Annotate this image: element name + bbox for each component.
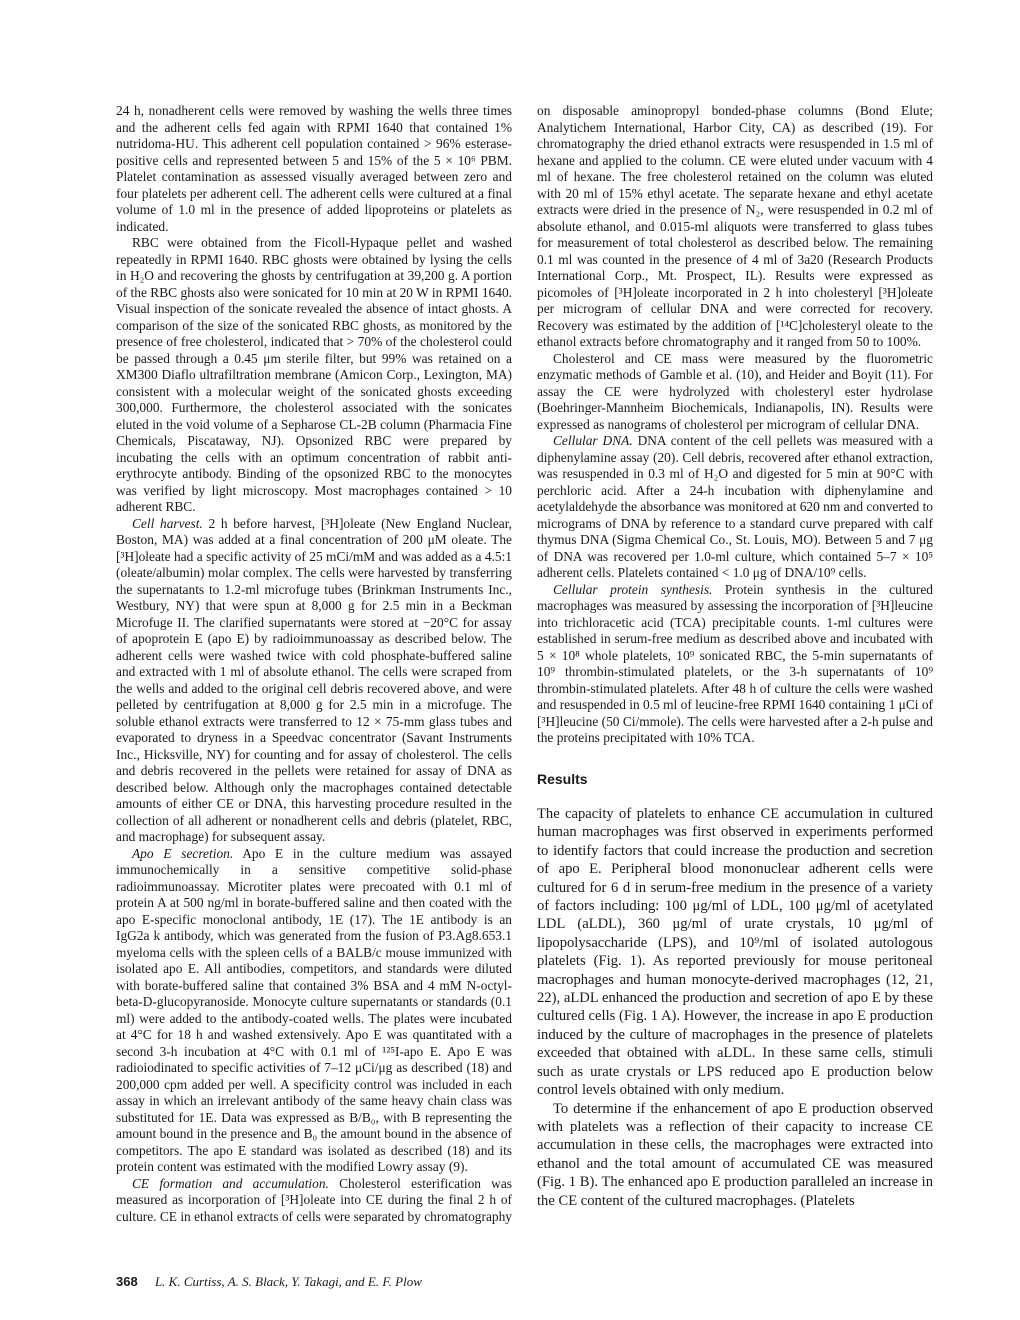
- paragraph: [116, 846, 512, 1176]
- paragraph-text: Protein synthesis in the cultured macrophages was measured by assessing the incorporation of [³H]leucine into trichloracetic acid (TCA) precipitable counts. 1-ml cultures were established in serum-free medium as described above and incubated with 5 × 10⁸ whole platelets, 10⁹ sonicated RBC, the 5-min supernatants of 10⁹ thrombin-stimulated platelets, or the 3-h supernatants of 10⁹ thrombin-stimulated platelets. After 48 h of culture the cells were washed and resuspended in 0.5 ml of leucine-free RPMI 1640 containing 1 μCi of [³H]leucine (50 Ci/mmole). The cells were harvested after a 2-h pulse and the proteins precipitated with 10% TCA.: [537, 581, 933, 745]
- runin-heading: Apo E secretion.: [132, 845, 234, 861]
- paragraph: Cholesterol and CE mass were measured by the fluorometric enzymatic methods of Gamble et al. (10), and Heider and Boyit (11). For assay the CE were hydrolyzed with cholesteryl ester hydrolase (Boehringer-Mannheim Biochemicals, Indianapolis, IN). Results were expressed as nanograms of cholesterol per microgram of cellular DNA.: [537, 350, 933, 432]
- paragraph: [537, 582, 933, 747]
- results-section: [537, 805, 933, 1210]
- paragraph-text: DNA content of the cell pellets was measured with a diphenylamine assay (20). Cell debris, recovered after ethanol extraction, was resuspended in 0.3 ml of H₂O and digested for 5 min at 90°C with perchloric acid. After a 24-h incubation with diphenylamine and acetylaldehyde the absorbance was monitored at 620 nm and converted to micrograms of DNA by reference to a standard curve prepared with calf thymus DNA (Sigma Chemical Co., St. Louis, MO). Between 5 and 7 μg of DNA was recovered per 1.0-ml culture, which contained 5–7 × 10⁵ adherent cells. Platelets contained < 1.0 μg of DNA/10⁹ cells.: [537, 433, 933, 580]
- paragraph-text: Cholesterol esterification was measured as incorporation of [³H]oleate into CE during the final 2 h of culture. CE in ethanol extracts of cells were separated by chromatography: [116, 1175, 512, 1224]
- page-number: 368: [116, 1274, 138, 1289]
- paragraph: 24 h, nonadherent cells were removed by washing the wells three times and the adherent cells fed again with RPMI 1640 that contained 1% nutridoma-HU. This adherent cell population contained > 96% esterase-positive cells and represented between 5 and 15% of the 5 × 10⁶ PBM. Platelet contamination as assessed visually averaged between zero and four platelets per adherent cell. The adherent cells were cultured at a final volume of 1.0 ml in the presence of added lipoproteins or platelets as indicated.: [116, 103, 512, 234]
- section-heading-results: Results: [537, 770, 588, 787]
- paragraph: [537, 433, 933, 582]
- runin-heading: Cellular protein synthesis.: [553, 581, 713, 597]
- paragraph: To determine if the enhancement of apo E production observed with platelets was a reflection of their capacity to increase CE accumulation in these cells, the macrophages were extracted into ethanol and the total amount of accumulated CE was measured (Fig. 1 B). The enhanced apo E production paralleled an increase in the CE content of the cultured macrophages. (Platelets: [537, 1100, 933, 1209]
- right-column: [537, 103, 933, 1210]
- paragraph: on disposable aminopropyl bonded-phase columns (Bond Elute; Analytichem International, Harbor City, CA) as described (19). For chromatography the dried ethanol extracts were resuspended in 1.5 ml of hexane and applied to the column. CE were eluted under vacuum with 4 ml of hexane. The free cholesterol retained on the column was eluted with 20 ml of 15% ethyl acetate. The separate hexane and ethyl acetate extracts were dried in the presence of N₂, were resuspended in 0.2 ml of absolute ethanol, and 0.015-ml aliquots were transferred to glass tubes for measurement of total cholesterol as described below. The remaining 0.1 ml was counted in the presence of 4 ml of 3a20 (Research Products International Corp., Mt. Prospect, IL). Results were expressed as picomoles of [³H]oleate incorporated in 2 h into cholesteryl [³H]oleate per microgram of cellular DNA and were corrected for recovery. Recovery was estimated by the addition of [¹⁴C]cholesteryl oleate to the ethanol extracts before chromatography and it ranged from 50 to 100%.: [537, 103, 933, 349]
- left-column: [116, 103, 512, 1225]
- paragraph: RBC were obtained from the Ficoll-Hypaque pellet and washed repeatedly in RPMI 1640. RBC ghosts were obtained by lysing the cells in H₂O and recovering the ghosts by centrifugation at 39,200 g. A portion of the RBC ghosts also were sonicated for 10 min at 20 W in RPMI 1640. Visual inspection of the sonicate revealed the absence of intact ghosts. A comparison of the size of the sonicated RBC ghosts, as monitored by the presence of free cholesterol, indicated that > 70% of the cholesterol could be passed through a 0.45 μm sterile filter, but 99% was retained on a XM300 Diaflo ultrafiltration membrane (Amicon Corp., Lexington, MA) consistent with a molecular weight of the sonicated ghosts exceeding 300,000. Furthermore, the cholesterol associated with the sonicates eluted in the void volume of a Sepharose CL-2B column (Pharmacia Fine Chemicals, Piscataway, NJ). Opsonized RBC were prepared by incubating the cells with an optimum concentration of rabbit anti-erythrocyte antibody. Binding of the opsonized RBC to the monocytes was verified by light microscopy. Most macrophages contained > 10 adherent RBC.: [116, 235, 512, 514]
- footer-authors: L. K. Curtiss, A. S. Black, Y. Takagi, and E. F. Plow: [154, 1274, 422, 1289]
- paragraph-text: 2 h before harvest, [³H]oleate (New England Nuclear, Boston, MA) was added at a final concentration of 200 μM oleate. The [³H]oleate had a specific activity of 25 mCi/mM and was added as a 4.5:1 (oleate/albumin) molar complex. The cells were harvested by transferring the supernatants to 1.2-ml microfuge tubes (Brinkman Instruments Inc., Westbury, NY) that were spun at 8,000 g for 2.5 min in a Beckman Microfuge II. The clarified supernatants were stored at −20°C for assay of apoprotein E (apo E) by radioimmunoassay as described below. The adherent cells were washed twice with cold phosphate-buffered saline and extracted with 1 ml of absolute ethanol. The cells were scraped from the wells and added to the original cell debris recovered above, and were pelleted by centrifugation at 8,000 g for 2.5 min in a microfuge. The soluble ethanol extracts were transferred to 12 × 75-mm glass tubes and evaporated to dryness in a Speedvac concentrator (Savant Instruments Inc., Hicksville, NY) for counting and for assay of cholesterol. The cells and debris recovered in the pellets were retained for assay of DNA as described below. Although only the macrophages contained detectable amounts of either CE or DNA, this harvesting procedure resulted in the collection of all adherent or nonadherent cells and debris (platelet, RBC, and macrophage) for subsequent assay.: [116, 515, 512, 844]
- paragraph: The capacity of platelets to enhance CE accumulation in cultured human macrophages was first observed in experiments performed to identify factors that could increase the production and secretion of apo E. Peripheral blood mononuclear adherent cells were cultured for 6 d in serum-free medium in the presence of a variety of factors including: 100 μg/ml of LDL, 100 μg/ml of acetylated LDL (aLDL), 360 μg/ml of urate crystals, 10 μg/ml of lipopolysaccharide (LPS), and 10⁹/ml of isolated autologous platelets (Fig. 1). As reported previously for mouse peritoneal macrophages and human monocyte-derived macrophages (12, 21, 22), aLDL enhanced the production and secretion of apo E by these cultured cells (Fig. 1 A). However, the increase in apo E production induced by the culture of macrophages in the presence of platelets exceeded that obtained with aLDL. In these same cells, stimuli such as urate crystals or LPS reduced apo E production below control levels obtained with only medium.: [537, 806, 933, 1099]
- runin-heading: Cell harvest.: [132, 515, 203, 531]
- paragraph: [116, 1176, 512, 1226]
- paragraph: [116, 516, 512, 846]
- paragraph-text: Apo E in the culture medium was assayed immunochemically in a sensitive competitive solid-phase radioimmunoassay. Microtiter plates were precoated with 0.1 ml of protein A at 500 ng/ml in borate-buffered saline and then coated with the apo E-specific monoclonal antibody, 1E (17). The 1E antibody is an IgG2a k antibody, which was generated from the fusion of P3.Ag8.653.1 myeloma cells with the spleen cells of a BALB/c mouse immunized with isolated apo E. All antibodies, competitors, and standards were diluted with borate-buffered saline that contained 3% BSA and 4 mM N-octyl-beta-D-glucopyranoside. Monocyte culture supernatants or standards (0.1 ml) were added to the antibody-coated wells. The plates were incubated at 4°C for 18 h and washed extensively. Apo E was quantitated with a second 3-h incubation at 4°C with 0.1 ml of ¹²⁵I-apo E. Apo E was radioiodinated to specific activities of 7–12 μCi/μg as described (18) and 200,000 cpm added per well. A specificity control was included in each assay in which an irrelevant antibody of the same heavy chain class was substituted for 1E. Data was expressed as B/B₀, with B representing the amount bound in the presence and B₀ the amount bound in the absence of competitors. The apo E standard was isolated as described (18) and its protein content was estimated with the modified Lowry assay (9).: [116, 845, 512, 1174]
- runin-heading: CE formation and accumulation.: [132, 1175, 329, 1191]
- runin-heading: Cellular DNA.: [553, 433, 633, 448]
- page-footer: [116, 1274, 422, 1290]
